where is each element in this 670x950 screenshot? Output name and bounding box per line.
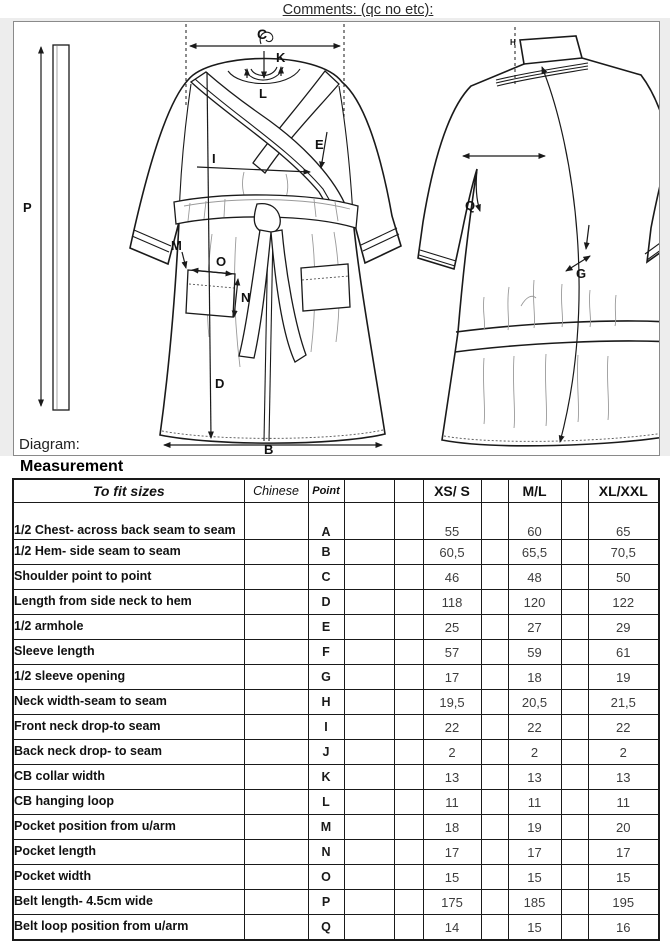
value-ml-cell: 15 xyxy=(508,865,561,890)
measurement-name-cell: 1/2 Chest- across back seam to seam xyxy=(13,503,244,540)
empty-cell xyxy=(481,815,508,840)
value-ml-cell: 20,5 xyxy=(508,690,561,715)
value-ml-cell: 60 xyxy=(508,503,561,540)
value-xl-cell: 122 xyxy=(588,590,659,615)
header-to-fit-sizes: To fit sizes xyxy=(13,479,244,503)
chinese-cell xyxy=(244,590,308,615)
empty-cell xyxy=(481,790,508,815)
front-pocket-right xyxy=(301,264,350,311)
measurement-table-body xyxy=(13,503,659,941)
label-l: L xyxy=(259,86,267,101)
empty-cell xyxy=(481,615,508,640)
comments-header: Comments: (qc no etc): xyxy=(282,2,434,18)
value-ml-cell: 22 xyxy=(508,715,561,740)
value-xs-cell: 11 xyxy=(423,790,481,815)
measurement-row xyxy=(13,690,659,715)
value-xs-cell: 17 xyxy=(423,840,481,865)
value-ml-cell: 120 xyxy=(508,590,561,615)
measurement-row xyxy=(13,615,659,640)
table-header-row xyxy=(13,479,659,503)
label-h: H xyxy=(510,38,516,47)
value-xl-cell: 19 xyxy=(588,665,659,690)
value-xl-cell: 2 xyxy=(588,740,659,765)
value-ml-cell: 15 xyxy=(508,915,561,941)
measurement-name-cell: Belt length- 4.5cm wide xyxy=(13,890,244,915)
empty-cell xyxy=(561,503,588,540)
measurement-name-cell: Sleeve length xyxy=(13,640,244,665)
empty-cell xyxy=(394,615,423,640)
value-xs-cell: 13 xyxy=(423,765,481,790)
empty-cell xyxy=(561,890,588,915)
point-cell: Q xyxy=(308,915,344,941)
label-c: C xyxy=(257,26,268,42)
measurement-name-cell: Pocket width xyxy=(13,865,244,890)
chinese-cell xyxy=(244,565,308,590)
empty-cell xyxy=(394,840,423,865)
value-ml-cell: 18 xyxy=(508,665,561,690)
empty-cell xyxy=(344,640,394,665)
empty-cell xyxy=(481,915,508,941)
empty-cell xyxy=(481,840,508,865)
value-xs-cell: 22 xyxy=(423,715,481,740)
value-xs-cell: 15 xyxy=(423,865,481,890)
point-cell: L xyxy=(308,790,344,815)
empty-cell xyxy=(561,840,588,865)
empty-cell xyxy=(344,890,394,915)
empty-cell xyxy=(394,565,423,590)
empty-cell xyxy=(561,865,588,890)
measurement-row xyxy=(13,815,659,840)
empty-cell xyxy=(481,865,508,890)
empty-cell xyxy=(394,740,423,765)
value-ml-cell: 27 xyxy=(508,615,561,640)
empty-cell xyxy=(481,765,508,790)
measurement-row xyxy=(13,915,659,941)
header-empty-cell xyxy=(561,479,588,503)
empty-cell xyxy=(481,540,508,565)
robe-back-drawing xyxy=(418,36,659,446)
empty-cell xyxy=(561,615,588,640)
header-point: Point xyxy=(308,479,344,503)
empty-cell xyxy=(561,715,588,740)
measurement-row xyxy=(13,865,659,890)
empty-cell xyxy=(481,690,508,715)
chinese-cell xyxy=(244,640,308,665)
value-xl-cell: 61 xyxy=(588,640,659,665)
header-empty-cell xyxy=(481,479,508,503)
point-cell: I xyxy=(308,715,344,740)
value-xs-cell: 55 xyxy=(423,503,481,540)
p-measure xyxy=(23,47,41,406)
value-xs-cell: 19,5 xyxy=(423,690,481,715)
measurement-name-cell: 1/2 sleeve opening xyxy=(13,665,244,690)
empty-cell xyxy=(394,790,423,815)
label-i: I xyxy=(212,151,216,166)
value-xs-cell: 17 xyxy=(423,665,481,690)
value-ml-cell: 48 xyxy=(508,565,561,590)
value-xl-cell: 20 xyxy=(588,815,659,840)
value-xs-cell: 2 xyxy=(423,740,481,765)
measurement-name-cell: Front neck drop-to seam xyxy=(13,715,244,740)
point-cell: F xyxy=(308,640,344,665)
value-xs-cell: 57 xyxy=(423,640,481,665)
point-cell: N xyxy=(308,840,344,865)
empty-cell xyxy=(561,565,588,590)
point-cell: E xyxy=(308,615,344,640)
empty-cell xyxy=(394,715,423,740)
label-p: P xyxy=(23,200,32,215)
measurement-title: Measurement xyxy=(20,458,124,475)
empty-cell xyxy=(481,590,508,615)
empty-cell xyxy=(561,690,588,715)
empty-cell xyxy=(394,665,423,690)
empty-cell xyxy=(344,740,394,765)
value-xs-cell: 46 xyxy=(423,565,481,590)
measurement-row xyxy=(13,640,659,665)
value-ml-cell: 185 xyxy=(508,890,561,915)
label-e: E xyxy=(315,137,324,152)
value-xl-cell: 21,5 xyxy=(588,690,659,715)
label-g: G xyxy=(576,266,587,281)
empty-cell xyxy=(344,665,394,690)
chinese-cell xyxy=(244,890,308,915)
header-empty-cell xyxy=(394,479,423,503)
diagram-label: Diagram: xyxy=(19,436,80,453)
measurement-row xyxy=(13,765,659,790)
empty-cell xyxy=(481,890,508,915)
chinese-cell xyxy=(244,665,308,690)
value-ml-cell: 17 xyxy=(508,840,561,865)
measurement-row xyxy=(13,715,659,740)
empty-cell xyxy=(394,815,423,840)
measurement-row xyxy=(13,503,659,540)
point-cell: A xyxy=(308,503,344,540)
chinese-cell xyxy=(244,540,308,565)
label-m: M xyxy=(171,238,182,253)
robe-technical-drawing xyxy=(14,22,659,455)
label-k: K xyxy=(276,50,286,65)
empty-cell xyxy=(561,915,588,941)
empty-cell xyxy=(481,503,508,540)
chinese-cell xyxy=(244,690,308,715)
empty-cell xyxy=(394,915,423,941)
header-empty-cell xyxy=(344,479,394,503)
value-xl-cell: 195 xyxy=(588,890,659,915)
measurement-name-cell: CB collar width xyxy=(13,765,244,790)
chinese-cell xyxy=(244,915,308,941)
chinese-cell xyxy=(244,615,308,640)
point-cell: M xyxy=(308,815,344,840)
value-ml-cell: 11 xyxy=(508,790,561,815)
label-q: Q xyxy=(465,198,476,213)
value-xl-cell: 65 xyxy=(588,503,659,540)
point-cell: G xyxy=(308,665,344,690)
value-xl-cell: 15 xyxy=(588,865,659,890)
value-xl-cell: 22 xyxy=(588,715,659,740)
diagram-box xyxy=(13,21,660,456)
value-xl-cell: 13 xyxy=(588,765,659,790)
empty-cell xyxy=(394,890,423,915)
empty-cell xyxy=(481,640,508,665)
measurement-name-cell: 1/2 Hem- side seam to seam xyxy=(13,540,244,565)
measurement-row xyxy=(13,740,659,765)
measurement-name-cell: Pocket length xyxy=(13,840,244,865)
chinese-cell xyxy=(244,740,308,765)
chinese-cell xyxy=(244,815,308,840)
empty-cell xyxy=(561,740,588,765)
measurement-row xyxy=(13,790,659,815)
value-xl-cell: 70,5 xyxy=(588,540,659,565)
point-cell: H xyxy=(308,690,344,715)
chinese-cell xyxy=(244,865,308,890)
empty-cell xyxy=(561,765,588,790)
value-xs-cell: 18 xyxy=(423,815,481,840)
measurement-name-cell: Neck width-seam to seam xyxy=(13,690,244,715)
measurement-row xyxy=(13,540,659,565)
measurement-name-cell: Length from side neck to hem xyxy=(13,590,244,615)
value-xl-cell: 11 xyxy=(588,790,659,815)
point-cell: K xyxy=(308,765,344,790)
measurement-row xyxy=(13,890,659,915)
empty-cell xyxy=(394,503,423,540)
value-xs-cell: 118 xyxy=(423,590,481,615)
empty-cell xyxy=(561,665,588,690)
measurement-name-cell: 1/2 armhole xyxy=(13,615,244,640)
empty-cell xyxy=(344,865,394,890)
value-xl-cell: 50 xyxy=(588,565,659,590)
empty-cell xyxy=(394,540,423,565)
empty-cell xyxy=(561,790,588,815)
empty-cell xyxy=(394,765,423,790)
empty-cell xyxy=(394,590,423,615)
header-size-m-l: M/L xyxy=(508,479,561,503)
empty-cell xyxy=(344,615,394,640)
value-xs-cell: 14 xyxy=(423,915,481,941)
front-pocket-left xyxy=(186,270,235,317)
value-ml-cell: 19 xyxy=(508,815,561,840)
value-xs-cell: 175 xyxy=(423,890,481,915)
empty-cell xyxy=(344,590,394,615)
measurement-row xyxy=(13,665,659,690)
measurement-name-cell: Shoulder point to point xyxy=(13,565,244,590)
chinese-cell xyxy=(244,840,308,865)
value-ml-cell: 13 xyxy=(508,765,561,790)
empty-cell xyxy=(394,690,423,715)
empty-cell xyxy=(344,540,394,565)
empty-cell xyxy=(561,640,588,665)
measurement-name-cell: CB hanging loop xyxy=(13,790,244,815)
chinese-cell xyxy=(244,790,308,815)
header-chinese: Chinese xyxy=(244,479,308,503)
label-n: N xyxy=(241,290,251,305)
empty-cell xyxy=(344,715,394,740)
label-b: B xyxy=(264,442,274,455)
empty-cell xyxy=(561,815,588,840)
empty-cell xyxy=(481,565,508,590)
chinese-cell xyxy=(244,503,308,540)
value-xs-cell: 60,5 xyxy=(423,540,481,565)
measurement-name-cell: Back neck drop- to seam xyxy=(13,740,244,765)
value-xl-cell: 16 xyxy=(588,915,659,941)
measurement-row xyxy=(13,840,659,865)
label-d: D xyxy=(215,376,225,391)
empty-cell xyxy=(344,503,394,540)
empty-cell xyxy=(344,815,394,840)
chinese-cell xyxy=(244,765,308,790)
point-cell: B xyxy=(308,540,344,565)
point-cell: O xyxy=(308,865,344,890)
empty-cell xyxy=(481,740,508,765)
measurement-name-cell: Belt loop position from u/arm xyxy=(13,915,244,941)
empty-cell xyxy=(481,665,508,690)
value-xl-cell: 29 xyxy=(588,615,659,640)
belt-strip-drawing xyxy=(53,45,69,410)
chinese-cell xyxy=(244,715,308,740)
value-ml-cell: 59 xyxy=(508,640,561,665)
measurement-row xyxy=(13,565,659,590)
empty-cell xyxy=(561,540,588,565)
header-size-xl-xxl: XL/XXL xyxy=(588,479,659,503)
measurement-name-cell: Pocket position from u/arm xyxy=(13,815,244,840)
empty-cell xyxy=(344,915,394,941)
empty-cell xyxy=(394,865,423,890)
value-xl-cell: 17 xyxy=(588,840,659,865)
value-xs-cell: 25 xyxy=(423,615,481,640)
value-ml-cell: 2 xyxy=(508,740,561,765)
measurement-row xyxy=(13,590,659,615)
empty-cell xyxy=(561,590,588,615)
empty-cell xyxy=(344,565,394,590)
point-cell: D xyxy=(308,590,344,615)
measurement-table xyxy=(12,478,660,941)
header-size-xs-s: XS/ S xyxy=(423,479,481,503)
value-ml-cell: 65,5 xyxy=(508,540,561,565)
empty-cell xyxy=(481,715,508,740)
point-cell: P xyxy=(308,890,344,915)
point-cell: C xyxy=(308,565,344,590)
empty-cell xyxy=(344,690,394,715)
label-o: O xyxy=(216,254,227,269)
empty-cell xyxy=(344,790,394,815)
empty-cell xyxy=(344,765,394,790)
point-cell: J xyxy=(308,740,344,765)
empty-cell xyxy=(344,840,394,865)
empty-cell xyxy=(394,640,423,665)
